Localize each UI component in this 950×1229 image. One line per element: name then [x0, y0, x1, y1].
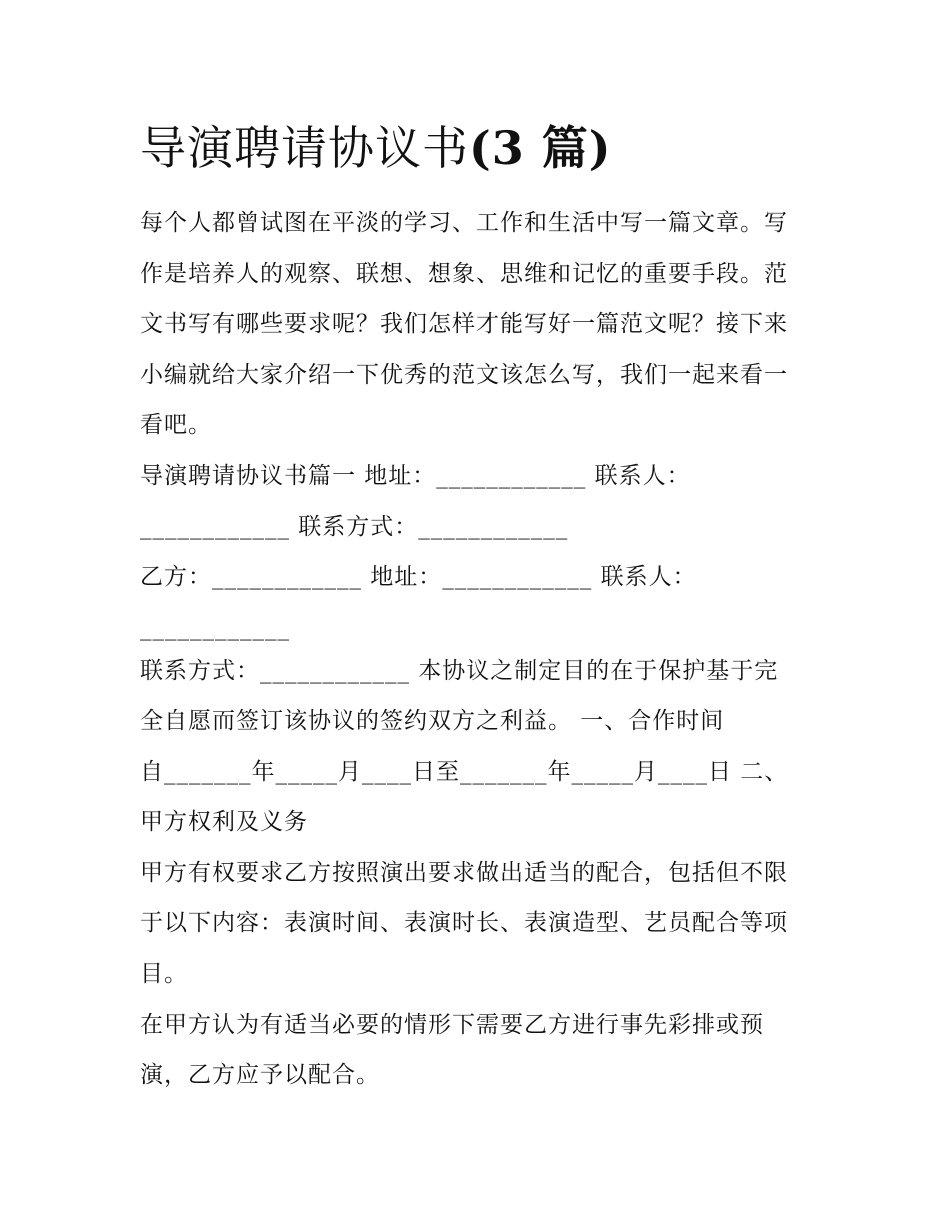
clause-line: 于以下内容：表演时间、表演时长、表演造型、艺员配合等项	[140, 910, 788, 936]
intro-line: 看吧。	[140, 412, 212, 438]
title-text: 导演聘请协议书	[140, 121, 469, 175]
cooperation-period-line: 自_______年_____月____日至_______年_____月____日 二、	[140, 759, 789, 785]
clause-line: 目。	[140, 961, 188, 987]
intro-line: 小编就给大家介绍一下优秀的范文该怎么写，我们一起来看一	[140, 362, 788, 388]
intro-line: 文书写有哪些要求呢？我们怎样才能写好一篇范文呢？接下来	[140, 311, 788, 337]
intro-line: 每个人都曾试图在平淡的学习、工作和生活中写一篇文章。写	[140, 210, 788, 236]
intro-line: 作是培养人的观察、联想、想象、思维和记忆的重要手段。范	[140, 261, 788, 287]
party-a-line: 导演聘请协议书篇一 地址：____________ 联系人：	[140, 463, 691, 489]
title-count: (3 篇)	[469, 121, 612, 175]
purpose-line: 联系方式：____________ 本协议之制定目的在于保护基于完	[140, 658, 779, 684]
clause-line: 在甲方认为有适当必要的情形下需要乙方进行事先彩排或预	[140, 1012, 764, 1038]
party-b-line: 乙方：____________ 地址：____________ 联系人：	[140, 564, 697, 590]
section-heading: 甲方权利及义务	[140, 809, 308, 835]
party-a-line: ____________ 联系方式：____________	[140, 514, 569, 540]
document-title	[140, 118, 612, 178]
clause-line: 甲方有权要求乙方按照演出要求做出适当的配合，包括但不限	[140, 860, 788, 886]
clause-line: 演，乙方应予以配合。	[140, 1062, 380, 1088]
party-b-line: ____________	[140, 615, 290, 641]
purpose-line: 全自愿而签订该协议的签约双方之利益。 一、合作时间	[140, 708, 725, 734]
